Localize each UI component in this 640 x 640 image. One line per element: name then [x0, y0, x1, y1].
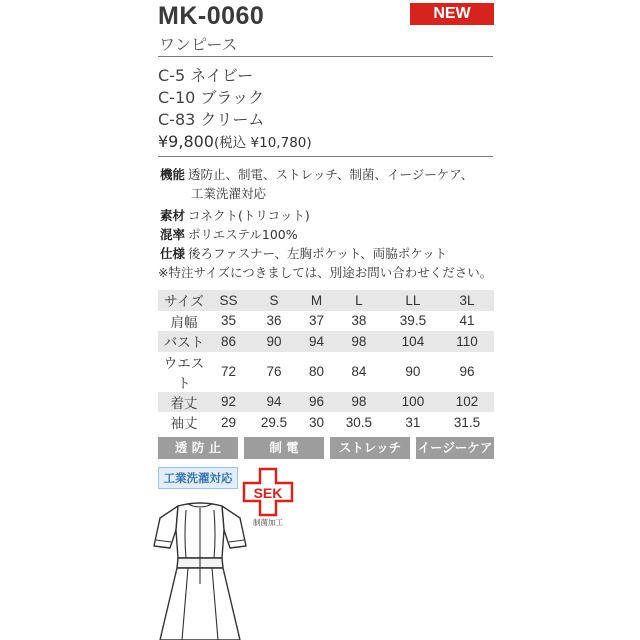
table-cell: 110	[440, 331, 494, 352]
table-row	[158, 311, 494, 332]
table-cell: 41	[459, 313, 475, 329]
price-tax-included: (税込 ¥10,780)	[213, 135, 312, 151]
table-cell: 98	[332, 331, 386, 352]
table-cell: 86	[210, 331, 247, 352]
row-label: 着丈	[158, 392, 210, 413]
table-cell: 38	[351, 313, 367, 329]
sek-mark-text: SEK	[253, 485, 283, 501]
dress-back-view-icon	[148, 496, 252, 640]
size-header-cell: SS	[210, 290, 247, 311]
table-cell: 102	[440, 392, 494, 413]
spec-label: 仕様	[160, 246, 186, 261]
spec-value: コネクト(トリコット)	[188, 208, 310, 223]
table-cell: 35	[220, 313, 237, 329]
table-cell: 39.5	[399, 313, 427, 329]
table-row	[158, 392, 494, 413]
row-label: 袖丈	[170, 416, 198, 432]
product-model-number: MK-0060	[158, 2, 265, 30]
color-code: C-5	[158, 66, 186, 85]
color-name: ブラック	[200, 88, 265, 107]
size-table	[158, 290, 494, 433]
spec-material	[160, 206, 310, 224]
size-header-cell: M	[301, 290, 332, 311]
divider	[158, 56, 493, 57]
table-cell: 94	[301, 331, 332, 352]
new-badge: NEW	[410, 3, 494, 25]
table-cell: 31.5	[453, 414, 481, 430]
table-cell: 90	[405, 364, 421, 379]
table-cell: 90	[247, 331, 301, 352]
table-row	[158, 412, 494, 433]
table-cell: 31	[405, 414, 421, 430]
row-label: ウエスト	[163, 355, 205, 391]
color-name: クリーム	[200, 110, 265, 129]
table-cell: 29	[220, 414, 237, 430]
product-type: ワンピース	[159, 35, 238, 54]
table-cell: 92	[210, 392, 247, 413]
table-cell: 30.5	[345, 414, 373, 430]
spec-label: 混率	[160, 227, 186, 242]
feature-badge-anti-transparency: 透 防 止	[158, 437, 238, 459]
color-code: C-10	[158, 88, 196, 107]
table-cell: 76	[266, 364, 282, 379]
spec-value: 透防止、制電、ストレッチ、制菌、イージーケア、	[188, 167, 474, 182]
table-cell: 84	[351, 364, 367, 379]
row-label: バスト	[158, 331, 210, 352]
color-option	[158, 63, 253, 86]
custom-size-note: ※特注サイズにつきましては、別途お問い合わせください。	[158, 265, 493, 280]
table-cell: 96	[301, 392, 332, 413]
size-header-cell: S	[247, 290, 301, 311]
table-row	[158, 352, 494, 392]
feature-badge-stretch: ストレッチ	[330, 437, 410, 459]
size-header-row	[158, 290, 494, 311]
color-name: ネイビー	[190, 66, 254, 85]
table-cell: 29.5	[260, 414, 288, 430]
spec-value: ポリエステル100%	[188, 227, 298, 242]
color-option	[158, 107, 264, 130]
feature-badge-easy-care: イージーケア	[416, 437, 494, 459]
spec-value: 後ろファスナー、左胸ポケット、両脇ポケット	[188, 246, 448, 261]
table-cell: 80	[308, 364, 324, 379]
price	[158, 131, 312, 151]
spec-details	[160, 244, 447, 262]
color-code: C-83	[158, 110, 196, 129]
price-base: ¥9,800	[158, 132, 214, 151]
row-label: 肩幅	[170, 314, 198, 330]
table-cell: 36	[266, 313, 282, 329]
table-cell: 98	[332, 392, 386, 413]
size-header-cell: LL	[386, 290, 440, 311]
spec-label: 素材	[160, 208, 186, 223]
table-cell: 104	[386, 331, 440, 352]
industrial-wash-badge: 工業洗濯対応	[158, 467, 238, 489]
size-header-label: サイズ	[158, 290, 210, 311]
table-cell: 96	[459, 364, 475, 379]
table-cell: 100	[386, 392, 440, 413]
feature-badge-antistatic: 制 電	[244, 437, 324, 459]
size-header-cell: L	[332, 290, 386, 311]
color-option	[158, 85, 264, 108]
table-cell: 94	[247, 392, 301, 413]
table-cell: 37	[308, 313, 324, 329]
spec-function	[160, 165, 473, 183]
sek-mark-label: 制菌加工	[253, 518, 283, 527]
spec-blend	[160, 225, 298, 243]
size-header-cell: 3L	[440, 290, 494, 311]
table-cell: 72	[220, 364, 237, 379]
table-row	[158, 331, 494, 352]
divider	[158, 156, 493, 157]
spec-function-cont: 工業洗濯対応	[191, 186, 267, 201]
spec-label: 機能	[160, 167, 186, 182]
table-cell: 30	[308, 414, 324, 430]
